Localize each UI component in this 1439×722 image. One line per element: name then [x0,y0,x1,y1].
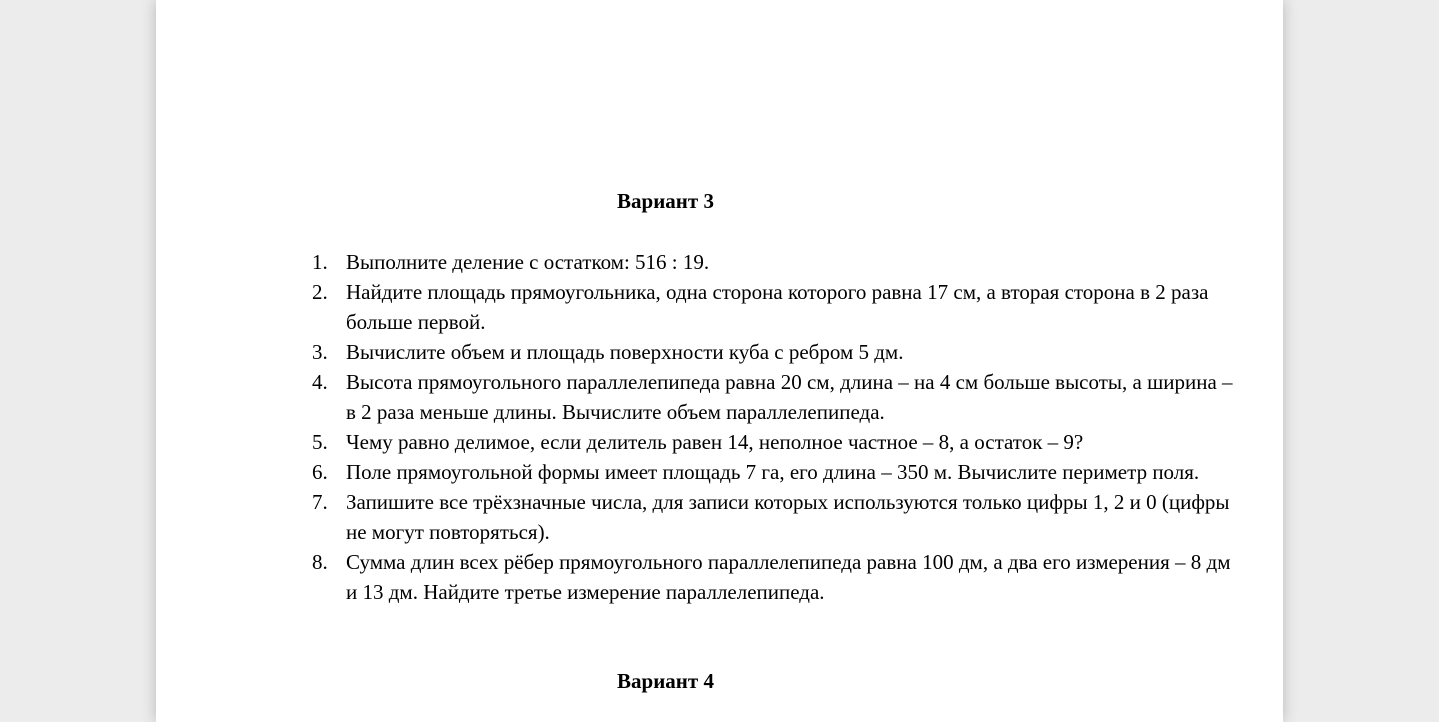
task-number: 8. [312,550,328,574]
task-item-3 [300,337,1240,367]
task-item-6 [300,457,1240,487]
task-text: Выполните деление с остатком: 516 : 19. [346,250,710,274]
task-text: Чему равно делимое, если делитель равен 14, неполное частное – 8, а остаток – 9? [346,430,1084,454]
task-item-1 [300,247,1240,277]
task-number: 1. [312,250,328,274]
task-item-7 [300,487,1240,547]
task-text: Запишите все трёхзначные числа, для записи которых используются только цифры 1, 2 и 0 (цифры не могут повторяться). [346,490,1230,544]
task-number: 7. [312,490,328,514]
task-number: 3. [312,340,328,364]
task-number: 4. [312,370,328,394]
task-item-4 [300,367,1240,427]
task-text: Найдите площадь прямоугольника, одна сторона которого равна 17 см, а вторая сторона в 2 раза больше первой. [346,280,1209,334]
task-text: Высота прямоугольного параллелепипеда равна 20 см, длина – на 4 см больше высоты, а ширина – в 2 раза меньше длины. Вычислите объем параллелепипеда. [346,370,1233,424]
variant-4-heading: Вариант 4 [617,669,714,693]
task-number: 5. [312,430,328,454]
task-number: 6. [312,460,328,484]
task-item-5 [300,427,1240,457]
task-text: Вычислите объем и площадь поверхности куба с ребром 5 дм. [346,340,904,364]
variant-3-task-list [300,247,1240,607]
task-item-8 [300,547,1240,607]
task-text: Поле прямоугольной формы имеет площадь 7 га, его длина – 350 м. Вычислите периметр поля. [346,460,1200,484]
task-item-2 [300,277,1240,337]
task-text: Сумма длин всех рёбер прямоугольного параллелепипеда равна 100 дм, а два его измерения – 8 дм и 13 дм. Найдите третье измерение параллелепипеда. [346,550,1231,604]
variant-3-heading: Вариант 3 [617,189,714,213]
task-number: 2. [312,280,328,304]
